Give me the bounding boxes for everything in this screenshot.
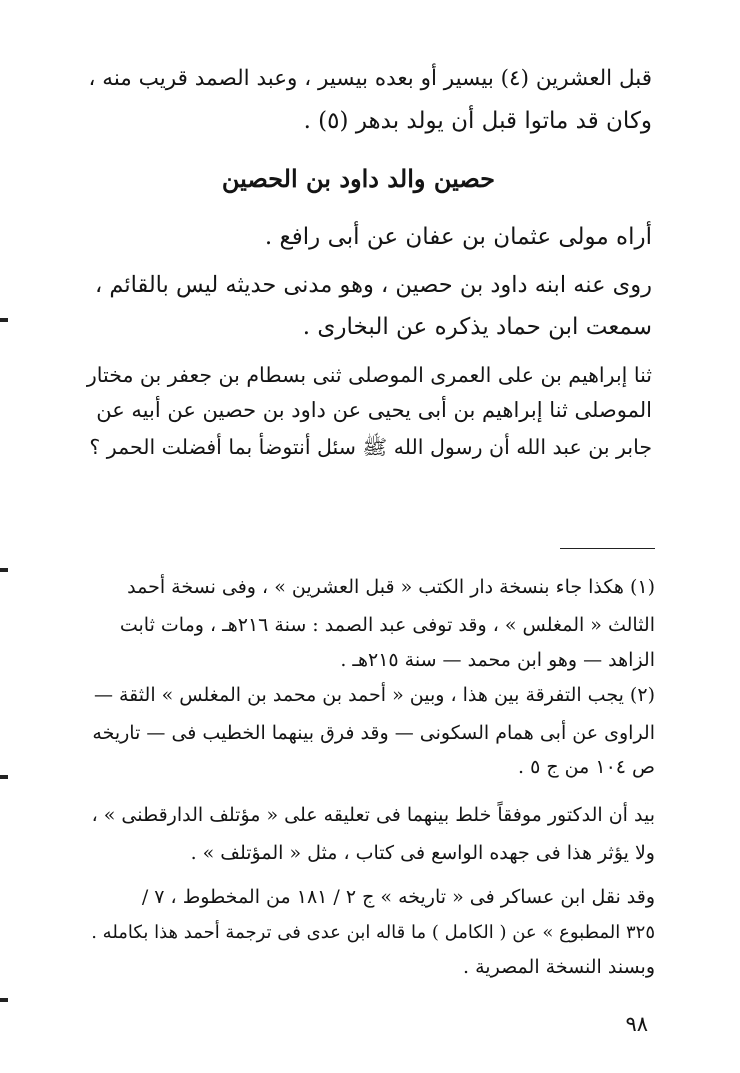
footnote-1-line-2: الثالث « المغلس » ، وقد توفى عبد الصمد : سنة ٢١٦هـ ، ومات ثابت	[119, 614, 655, 636]
footnote-4-line-1: وقد نقل ابن عساكر فى « تاريخه » ج ٢ / ١٨١ من المخطوط ، ٧ /	[141, 886, 655, 908]
margin-mark	[0, 775, 8, 779]
entry-para2-line-1: روى عنه ابنه داود بن حصين ، وهو مدنى حديثه ليس بالقائم ،	[94, 272, 652, 298]
footnote-1-line-1: (١) هكذا جاء بنسخة دار الكتب « قبل العشرين » ، وفى نسخة أحمد	[127, 576, 655, 598]
entry-para2-line-2: سمعت ابن حماد يذكره عن البخارى .	[302, 314, 652, 340]
footnote-3-line-2: ولا يؤثر هذا فى جهده الواسع فى كتاب ، مثل « المؤتلف » .	[190, 842, 655, 864]
footnote-3-line-1: بيد أن الدكتور موفقاً خلط بينهما فى تعليقه على « مؤتلف الدارقطنى » ،	[91, 804, 655, 826]
entry-para3-line-3: جابر بن عبد الله أن رسول الله ﷺ سئل أنتوضأ بما أفضلت الحمر ؟	[89, 435, 652, 459]
footnote-2-line-1: (٢) يجب التفرقة بين هذا ، وبين « أحمد بن محمد بن المغلس » الثقة —	[93, 684, 655, 706]
entry-para1-line-1: أراه مولى عثمان بن عفان عن أبى رافع .	[264, 224, 652, 250]
entry-heading: حصين والد داود بن الحصين	[221, 164, 495, 193]
footnote-2-line-3: ص ١٠٤ من ج ٥ .	[518, 756, 655, 778]
footnote-4-line-3: وبسند النسخة المصرية .	[463, 956, 655, 978]
footnote-4-line-2: ٣٢٥ المطبوع » عن ( الكامل ) ما قاله ابن عدى فى ترجمة أحمد هذا بكامله .	[91, 922, 655, 943]
page-number: ٩٨	[625, 1012, 648, 1036]
margin-mark	[0, 998, 8, 1002]
margin-mark	[0, 568, 8, 572]
margin-mark	[0, 318, 8, 322]
footnote-1-line-3: الزاهد — وهو ابن محمد — سنة ٢١٥هـ .	[340, 649, 655, 671]
entry-para3-line-2: الموصلى ثنا إبراهيم بن أبى يحيى عن داود بن حصين عن أبيه عن	[96, 398, 652, 422]
footnote-2-line-2: الراوى عن أبى همام السكونى — وقد فرق بينهما الخطيب فى — تاريخه	[92, 722, 655, 744]
main-text-line-2: وكان قد ماتوا قبل أن يولد بدهر (٥) .	[303, 108, 652, 134]
footnote-separator	[560, 548, 655, 549]
entry-para3-line-1: ثنا إبراهيم بن على العمرى الموصلى ثنى بسطام بن جعفر بن مختار	[86, 363, 652, 387]
main-text-line-1: قبل العشرين (٤) بيسير أو بعده بيسير ، وعبد الصمد قريب منه ،	[88, 66, 652, 91]
